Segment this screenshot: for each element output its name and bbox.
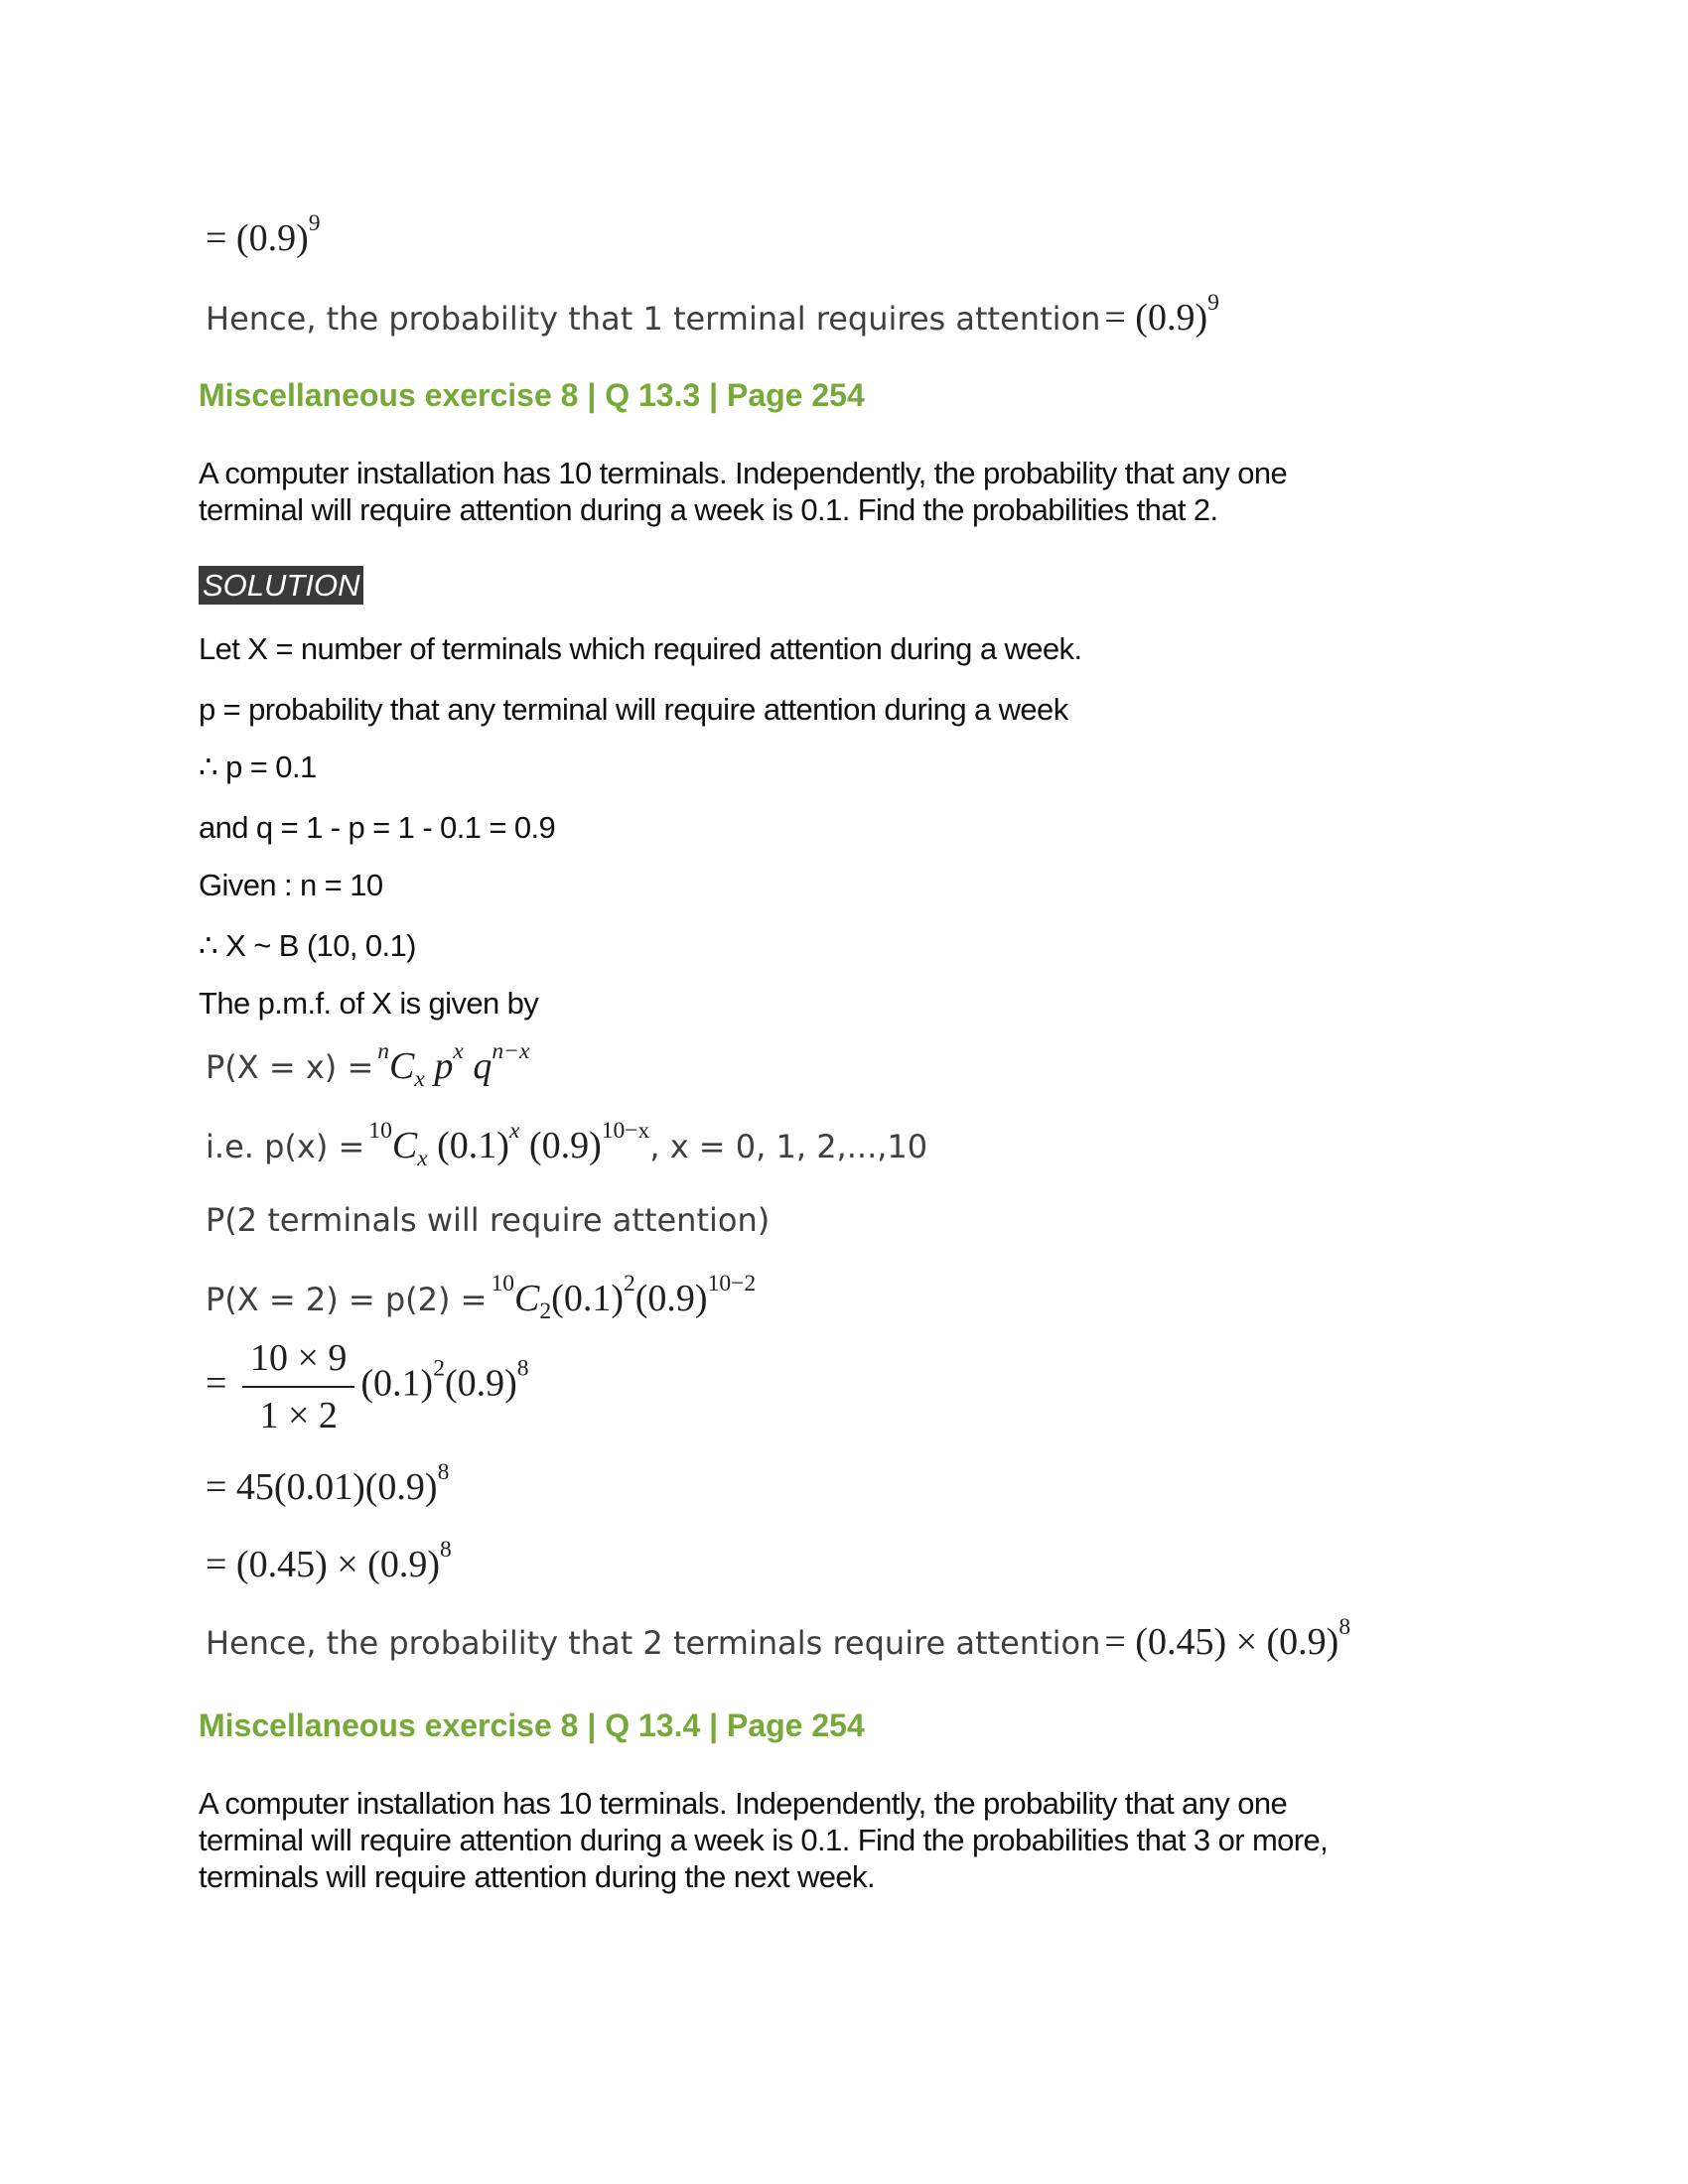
fraction: $\frac{10 \times 9}{1 \times 2}$ [242, 1336, 354, 1437]
p2-formula: $P(X = 2) = p(2) = ^{10}C_2(0.1)^2(0.9)^{10-2}$ [206, 1270, 757, 1325]
prev-conclusion: Hence, the probability that 1 terminal requires attention = $(0.9)^9$ [206, 289, 1219, 339]
pmf-specific-formula: i.e. $p(x) = ^{10}C_x$ $(0.1)^x$ $(0.9)^{10-x}$, x = 0, 1, 2,...,10 [206, 1117, 928, 1172]
solution-line: p = probability that any terminal will require attention during a week [199, 692, 1068, 727]
solution-line: The p.m.f. of X is given by [199, 986, 539, 1021]
solution-line: and q = 1 - p = 1 - 0.1 = 0.9 [199, 810, 556, 845]
solution-line: Given : n = 10 [199, 868, 383, 902]
question-text-line: terminal will require attention during a week is 0.1. Find the probabilities that 2. [199, 492, 1218, 527]
question-text-line: terminal will require attention during a week is 0.1. Find the probabilities that 3 or more, [199, 1823, 1329, 1857]
solution-line: ∴ X ~ B (10, 0.1) [199, 928, 416, 963]
conclusion-13-3: Hence, the probability that 2 terminals require attention = $(0.45) \times (0.9)^8$ [206, 1613, 1351, 1663]
question-heading-13-4: Miscellaneous exercise 8 | Q 13.4 | Page 254 [199, 1707, 865, 1743]
solution-line: ∴ p = 0.1 [199, 750, 317, 784]
fraction-step: = $\frac{10 \times 9}{1 \times 2}$ $(0.1)^2(0.9)^8$ [206, 1337, 529, 1436]
prev-result-line: = $(0.9)^9$ [206, 209, 321, 259]
question-text-line: terminals will require attention during the next week. [199, 1859, 875, 1894]
question-text-line: A computer installation has 10 terminals. Independently, the probability that any one [199, 1786, 1288, 1821]
pmf-formula: $P(X = x) = ^nC_x$ $p^x$ $q^{n-x}$ [206, 1037, 530, 1093]
solution-line: Let X = number of terminals which required attention during a week. [199, 631, 1082, 666]
calc-step: = $(0.45) \times (0.9)^8$ [206, 1536, 452, 1585]
question-heading-13-3: Miscellaneous exercise 8 | Q 13.3 | Page 254 [199, 377, 865, 413]
event-statement: P(2 terminals will require attention) [206, 1201, 771, 1239]
solution-label: SOLUTION [199, 568, 363, 604]
calc-step: = $45(0.01)(0.9)^8$ [206, 1458, 450, 1508]
question-text-line: A computer installation has 10 terminals. Independently, the probability that any one [199, 456, 1288, 490]
